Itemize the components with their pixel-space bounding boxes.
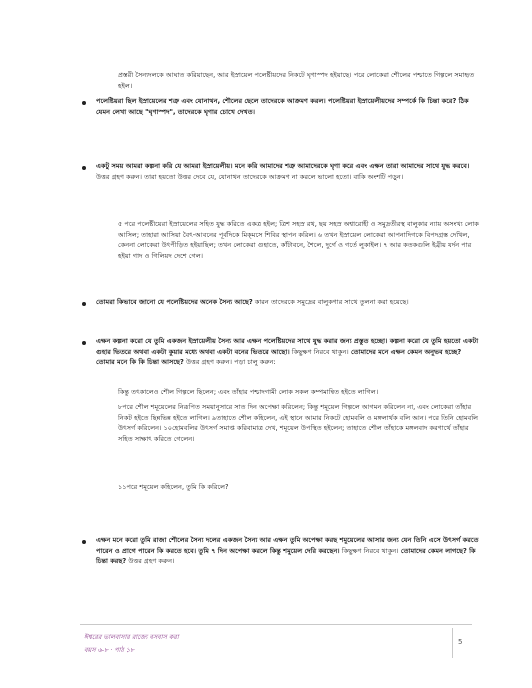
bullet <box>82 540 86 544</box>
page-number: 5 <box>458 638 463 646</box>
question-5 <box>96 535 480 567</box>
footer-divider <box>80 624 472 625</box>
scripture-quote-2c: ১১পরে শমূয়েল কহিলেন, তুমি কি করিলে? <box>118 483 229 491</box>
question-2-prompt: একটু সময় আমরা কল্পনা করি যে আমরা ইস্রায়েলীয়। মনে করি আমাদের শত্রু আমাদেরকে ঘৃণা করে এবং এক্ষন তারা আমাদের সাথে যুদ্ধ করবে। <box>96 162 470 170</box>
scripture-quote-2b: ৮পরে শৌল শমূয়েলের নিরূপিত সময়ানুসারে সাত দিন অপেক্ষা করিলেন; কিন্তু শমূয়েল গিল্গলে আগমন করিলেন না, এবং লোকেরা তাঁহার নিকট হইতে ছিন্নভিন্ন হইতে লাগিল। ৯তাহাতে শৌল কহিলেন, এই স্থানে আমার নিকটে হোমবলি ও মঙ্গলার্থক বলি আন। পরে তিনি হোমবলি উৎসর্গ করিলেন। ১০হোমবলির উৎসর্গ সমাপ্ত করিবামাত্র দেখ, শমূয়েল উপস্থিত হইলেন; তাহাতে শৌল তাঁহাকে মঙ্গলবাদ করণার্থে তাঁহার সহিত সাক্ষাৎ করিতে গেলেন। <box>118 403 479 443</box>
question-3-prompt: তোমরা কিভাবে জানো যে পলেষ্টিয়দের অনেক সৈন্য আছে? <box>96 298 253 306</box>
question-4-instruction-2: উত্তর গ্রহণ করুন। পড়া চালু করুন: <box>183 358 276 367</box>
paragraph-intro: প্রস্তরী সৈন্যদলকে আঘাত করিয়াছেন, আর ইস্রায়েল পলেষ্টীয়দের নিকটে ঘৃণাস্পদ হইয়াছে। পরে লোকেরা শৌলের পশ্চাতে গিল্গলে সমাহৃত হইল। <box>118 71 475 90</box>
question-4-prompt: এক্ষন কল্পনা করো যে তুমি একজন ইস্রায়েলীয় সৈন্য আর এক্ষন পলেষ্টিয়দের সাথে যুদ্ধ করার জন্য প্রস্তুত হচ্ছো। কল্পনা করো যে তুমি হয়তো একটা গুহার ভিতরে অথবা একটা কুয়ার মধ্যে অথবা একটা বনের ভিতরে আছো। <box>96 337 479 356</box>
question-1 <box>96 96 480 117</box>
question-4-prompt-2: তোমাদের মনে এক্ষন কেমন অনুভব হচ্ছে? তোমার মনে কি কি চিন্তা আসছে? <box>96 347 462 367</box>
question-1-text: পলেষ্টিয়রা ছিল ইস্রায়েলের শত্রু এবং যোনাথন, শৌলের ছেলে তাদেরকে আক্রমণ করল। পলেষ্টিয়রা ইস্রায়েলীয়দের সম্পর্কে কি চিন্তা করে? ঠিক যেমন লেখা আছে "ঘৃণাস্পদ", তাদেরকে ঘৃণার চোখে দেখত। <box>96 97 469 116</box>
bullet <box>82 101 86 105</box>
scripture-quote-2a: কিন্তু তৎকালেও শৌল গিল্গলে ছিলেন; এবং তাঁহার পশ্চাদগামী লোক সকল কম্পমান্বিত হইতে লাগিল। <box>118 388 379 396</box>
question-3-answer: কারন তাদেরকে সমুদ্রের বালুকণার সাথে তুলনা করা হয়েছে। <box>252 298 409 306</box>
bullet <box>82 341 86 345</box>
bullet <box>82 302 86 306</box>
footer-lesson-info: বয়স ৬-৮ · পাঠ ১৮ <box>84 646 135 654</box>
footer-separator <box>452 628 453 658</box>
bullet <box>82 166 86 170</box>
footer-series-title: ঈশ্বরের ভালবাসার রাজ্যে বসবাস করা <box>84 633 179 641</box>
scripture-quote-1: ৫ পরে পলেষ্টীয়েরা ইস্রায়েলের সহিত যুদ্ধ করিতে একত্র হইল; ত্রিশ সহস্র রথ, ছয় সহস্র অশ্বারোহী ও সমুদ্রতীরস্থ বালুকার ন্যায় অসংখ্য লোক আসিল; তাহারা আসিয়া বৈৎ-আবনের পূর্বদিকে মিক্‌মসে শিবির স্থাপন করিল। ৬ তখন ইস্রায়েল লোকেরা আপনাদিগকে বিপদগ্রস্ত দেখিল, কেননা লোকেরা উৎপীড়িত হইয়াছিল; তখন লোকেরা গুহাতে, কাঁটাবনে, শৈলে, দুর্গে ও গর্তে লুকাইল। ৭ আর কতকগুলি ইব্রীয় যর্দন পার হইয়া গাদ ও গিলিয়দ দেশে গেল। <box>118 220 479 260</box>
question-5-instruction: কিছুক্ষণ নিরবে থাকুন। <box>339 546 399 555</box>
question-3 <box>96 297 480 308</box>
question-2 <box>96 161 480 182</box>
question-4-instruction: কিছুক্ষণ নিরবে থাকুন। <box>289 347 349 356</box>
question-4 <box>96 336 480 368</box>
question-2-instruction: উত্তর গ্রহণ করুন। তারা হয়তো উত্তর দেবে যে, যোনাথন তাদেরকে আক্রমণ না করলে ভালো হতো। বাকি অংশটি পড়ুন। <box>96 172 404 181</box>
question-5-prompt-2: তোমাদের কেমন লাগছে? কি চিন্তা করছ? <box>96 546 476 566</box>
question-5-instruction-2: উত্তর গ্রহণ করুন। <box>126 557 175 566</box>
question-5-prompt: এক্ষন মনে করো তুমি রাজা শৌলের সৈন্য দলের একজন সৈন্য আর এক্ষন তুমি অপেক্ষা করছ শমুয়েলের আসার জন্য যেন তিনি এসে উৎসর্গ করতে পারেন ও প্রাগে পারেন কি করতে হবে। তুমি ৭ দিন অপেক্ষা করলে কিন্তু শমুয়েল দেরি করছেন। <box>96 536 479 555</box>
